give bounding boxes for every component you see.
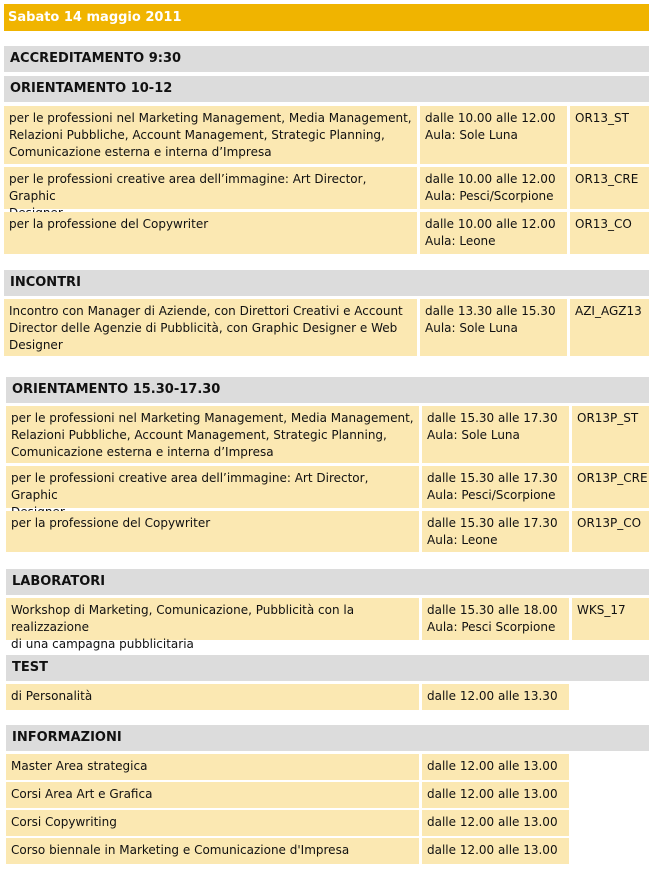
table-cell-description: per la professione del Copywriter — [6, 511, 419, 552]
table-cell-time: dalle 10.00 alle 12.00 Aula: Leone — [420, 212, 567, 254]
table-cell-description: Workshop di Marketing, Comunicazione, Pubblicità con la realizzazione di una campagna pubblicitaria — [6, 598, 419, 640]
table-cell-time: dalle 12.00 alle 13.00 — [422, 838, 569, 864]
table-cell-description: per le professioni nel Marketing Management, Media Management, Relazioni Pubbliche, Account Management, Strategic Planning, Comunicazione esterna e interna d’Impresa — [6, 406, 419, 463]
table-cell-time: dalle 10.00 alle 12.00 Aula: Sole Luna — [420, 106, 567, 164]
section-orientamento-afternoon-title: ORIENTAMENTO 15.30-17.30 — [6, 377, 649, 403]
table-cell-time: dalle 10.00 alle 12.00 Aula: Pesci/Scorpione — [420, 167, 567, 209]
table-cell-code: AZI_AGZ13 — [570, 299, 649, 356]
table-cell-time: dalle 15.30 alle 18.00 Aula: Pesci Scorpione — [422, 598, 569, 640]
table-cell-description: Corso biennale in Marketing e Comunicazione d'Impresa — [6, 838, 419, 864]
table-cell-time: dalle 12.00 alle 13.30 — [422, 684, 569, 710]
section-accreditamento-title: ACCREDITAMENTO 9:30 — [4, 46, 649, 72]
table-cell-time: dalle 15.30 alle 17.30 Aula: Pesci/Scorpione — [422, 466, 569, 508]
table-cell-description: per le professioni nel Marketing Management, Media Management, Relazioni Pubbliche, Account Management, Strategic Planning, Comunicazione esterna e interna d’Impresa — [4, 106, 417, 164]
table-cell-time: dalle 12.00 alle 13.00 — [422, 754, 569, 780]
table-cell-description: Corsi Area Art e Grafica — [6, 782, 419, 808]
table-cell-code: WKS_17 — [572, 598, 649, 640]
table-cell-time: dalle 13.30 alle 15.30 Aula: Sole Luna — [420, 299, 567, 356]
table-cell-code: OR13P_CRE — [572, 466, 649, 508]
table-cell-description: Incontro con Manager di Aziende, con Direttori Creativi e Account Director delle Agenzie di Pubblicità, con Graphic Designer e Web Designer — [4, 299, 417, 356]
table-cell-code: OR13_CRE — [570, 167, 649, 209]
date-header: Sabato 14 maggio 2011 — [4, 4, 649, 31]
table-cell-description: per le professioni creative area dell’immagine: Art Director, Graphic — [6, 466, 419, 508]
table-cell-time: dalle 15.30 alle 17.30 Aula: Leone — [422, 511, 569, 552]
table-cell-time: dalle 12.00 alle 13.00 — [422, 810, 569, 836]
table-cell-code: OR13P_CO — [572, 511, 649, 552]
table-cell-description: Master Area strategica — [6, 754, 419, 780]
table-cell-time: dalle 15.30 alle 17.30 Aula: Sole Luna — [422, 406, 569, 463]
section-orientamento-morning-title: ORIENTAMENTO 10-12 — [4, 76, 649, 102]
table-cell-description: per le professioni creative area dell’immagine: Art Director, Graphic — [4, 167, 417, 209]
table-cell-code: OR13P_ST — [572, 406, 649, 463]
section-laboratori-title: LABORATORI — [6, 569, 649, 595]
table-cell-code: OR13_ST — [570, 106, 649, 164]
section-incontri-title: INCONTRI — [4, 270, 649, 296]
table-cell-description: di Personalità — [6, 684, 419, 710]
section-test-title: TEST — [6, 655, 649, 681]
table-cell-description: per la professione del Copywriter — [4, 212, 417, 254]
table-cell-description: Corsi Copywriting — [6, 810, 419, 836]
table-cell-time: dalle 12.00 alle 13.00 — [422, 782, 569, 808]
section-informazioni-title: INFORMAZIONI — [6, 725, 649, 751]
table-cell-code: OR13_CO — [570, 212, 649, 254]
